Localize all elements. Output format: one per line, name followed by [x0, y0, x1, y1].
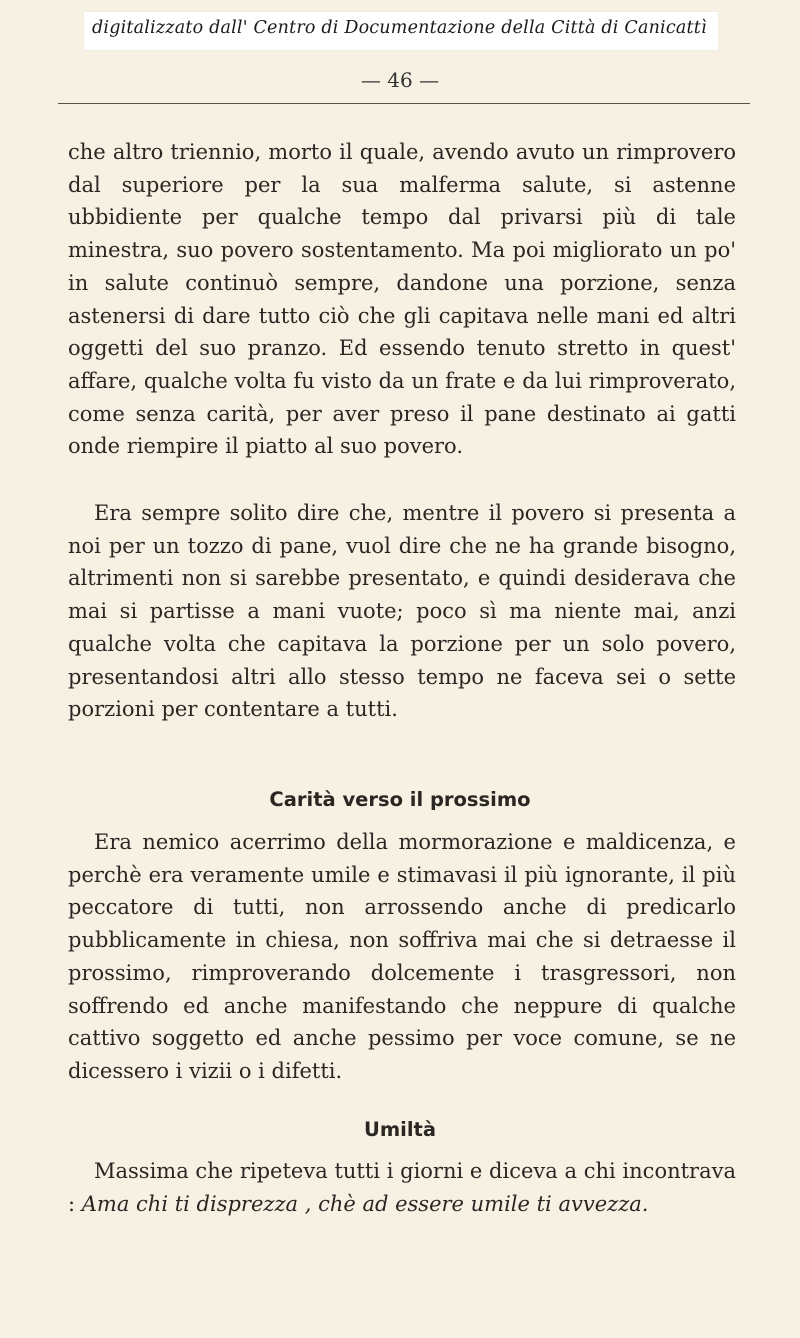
maxim-quote: Ama chi ti disprezza , chè ad essere umile ti avvezza. — [81, 1191, 649, 1216]
page-number: — 46 — — [360, 68, 440, 92]
section-heading-humility: Umiltà — [363, 1118, 436, 1141]
maxim-intro: Massima che ripeteva tutti i giorni e diceva a chi incontrava : — [68, 1159, 736, 1216]
paragraph-against-slander: Era nemico acerrimo della mormorazione e maldicenza, e perchè era veramente umile e stimavasi il più ignorante, il più peccatore di tutti, non arrossendo anche di predicarlo pubblicamente in chiesa, non soffriva mai che si detraesse il prossimo, rimproverando dolcemente i trasgressori, non soffrendo ed anche manifestando che neppure di qualche cattivo soggetto ed anche pessimo per voce comune, se ne dicessero i vizii o i difetti. — [68, 830, 736, 1083]
digitization-banner — [84, 12, 718, 50]
paragraph-poor-sayings: Era sempre solito dire che, mentre il povero si presenta a noi per un tozzo di pane, vuol dire che ne ha grande bisogno, altrimenti non si sarebbe presentato, e quindi desiderava che mai si partisse a mani vuote; poco sì ma niente mai, anzi qualche volta che capitava la porzione per un solo povero, presentandosi altri allo stesso tempo ne faceva sei o sette porzioni per contentare a tutti. — [68, 501, 736, 722]
digitization-credit: digitalizzato dall' Centro di Documentazione della Città di Canicattì — [92, 18, 707, 38]
paragraph-almsgiving-continued: che altro triennio, morto il quale, avendo avuto un rimprovero dal superiore per la sua malferma salute, si astenne ubbidiente per qualche tempo dal privarsi più di tale minestra, suo povero sostentamento. Ma poi migliorato un po' in salute continuò sempre, dandone una porzione, senza astenersi di dare tutto ciò che gli capitava nelle mani ed altri oggetti del suo pranzo. Ed essendo tenuto stretto in quest' affare, qualche volta fu visto da un frate e da lui rimproverato, come senza carità, per aver preso il pane destinato ai gatti onde riempire il piatto al suo povero. — [68, 140, 736, 459]
paragraph-humility-maxim — [68, 1155, 736, 1255]
section-heading-charity: Carità verso il prossimo — [269, 788, 531, 811]
header-rule — [58, 103, 750, 104]
